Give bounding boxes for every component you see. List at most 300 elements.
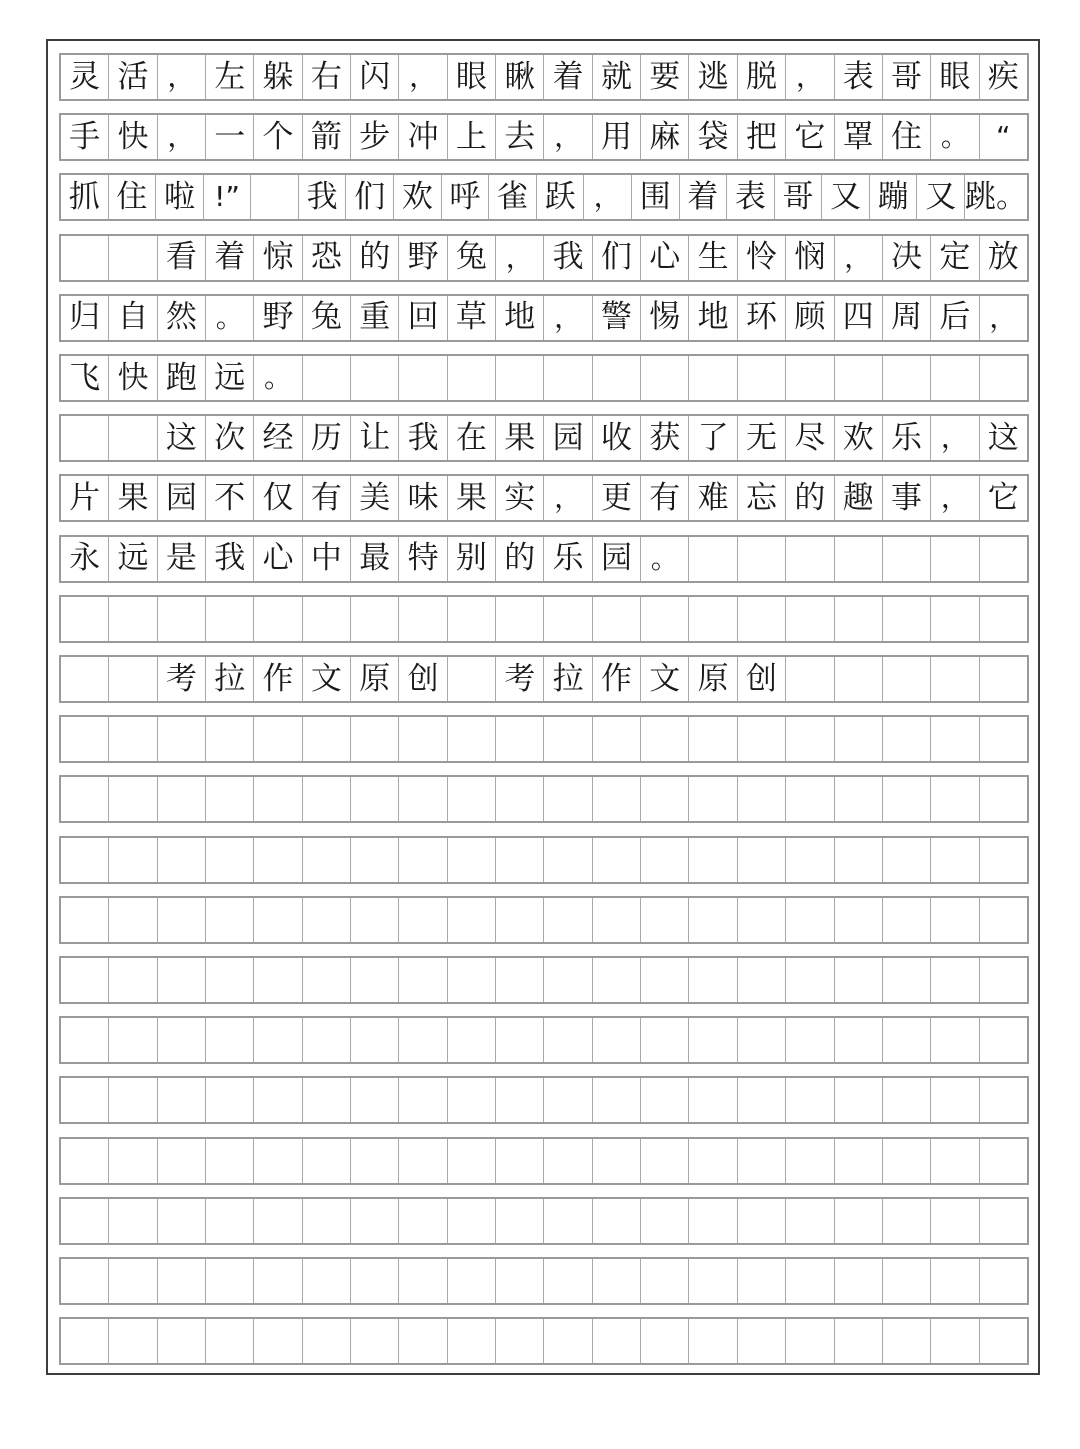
grid-row bbox=[59, 655, 1029, 703]
grid-cell: 兔 bbox=[448, 236, 496, 280]
grid-cell: 拉 bbox=[544, 657, 592, 701]
grid-cell bbox=[158, 1199, 206, 1243]
grid-cell bbox=[835, 958, 883, 1002]
grid-cell bbox=[786, 777, 834, 821]
grid-cell bbox=[835, 1199, 883, 1243]
grid-cell bbox=[399, 356, 447, 400]
grid-cell bbox=[109, 1259, 157, 1303]
grid-cell bbox=[61, 1199, 109, 1243]
grid-cell: 不 bbox=[206, 476, 254, 520]
grid-cell bbox=[158, 1319, 206, 1363]
grid-cell bbox=[835, 717, 883, 761]
grid-cell bbox=[303, 1018, 351, 1062]
grid-cell bbox=[448, 1259, 496, 1303]
grid-cell: 然 bbox=[158, 296, 206, 340]
grid-cell: 哥 bbox=[775, 175, 823, 219]
grid-cell: 的 bbox=[496, 537, 544, 581]
grid-cell: 获 bbox=[641, 416, 689, 460]
grid-row bbox=[59, 474, 1029, 522]
grid-cell bbox=[544, 597, 592, 641]
grid-cell bbox=[738, 537, 786, 581]
grid-cell bbox=[254, 1139, 302, 1183]
grid-row bbox=[59, 1076, 1029, 1124]
grid-cell bbox=[689, 1259, 737, 1303]
grid-cell bbox=[448, 717, 496, 761]
grid-cell: 中 bbox=[303, 537, 351, 581]
grid-cell: ， bbox=[544, 476, 592, 520]
grid-cell: 野 bbox=[254, 296, 302, 340]
grid-cell bbox=[593, 838, 641, 882]
grid-cell bbox=[980, 1018, 1027, 1062]
grid-cell bbox=[835, 597, 883, 641]
grid-cell bbox=[835, 1259, 883, 1303]
grid-cell bbox=[61, 898, 109, 942]
grid-cell: 箭 bbox=[303, 115, 351, 159]
grid-cell bbox=[593, 597, 641, 641]
grid-cell bbox=[109, 1078, 157, 1122]
grid-cell bbox=[641, 1078, 689, 1122]
grid-cell: 地 bbox=[496, 296, 544, 340]
grid-cell: 我 bbox=[206, 537, 254, 581]
grid-cell: 乐 bbox=[883, 416, 931, 460]
grid-cell bbox=[593, 1319, 641, 1363]
grid-cell: 野 bbox=[399, 236, 447, 280]
grid-cell bbox=[351, 1259, 399, 1303]
grid-cell: 回 bbox=[399, 296, 447, 340]
grid-cell bbox=[689, 356, 737, 400]
grid-cell bbox=[786, 717, 834, 761]
grid-cell bbox=[641, 1259, 689, 1303]
grid-cell bbox=[448, 1018, 496, 1062]
grid-cell: 跃 bbox=[537, 175, 585, 219]
grid-cell bbox=[883, 356, 931, 400]
grid-cell bbox=[738, 838, 786, 882]
grid-cell: 事 bbox=[883, 476, 931, 520]
grid-cell: 着 bbox=[680, 175, 728, 219]
grid-cell: 实 bbox=[496, 476, 544, 520]
grid-cell bbox=[641, 1018, 689, 1062]
grid-cell: 心 bbox=[641, 236, 689, 280]
grid-cell: 仅 bbox=[254, 476, 302, 520]
grid-cell bbox=[931, 356, 979, 400]
grid-cell: 永 bbox=[61, 537, 109, 581]
grid-cell bbox=[254, 958, 302, 1002]
grid-cell: 经 bbox=[254, 416, 302, 460]
grid-cell bbox=[158, 1078, 206, 1122]
grid-cell bbox=[786, 1018, 834, 1062]
grid-cell bbox=[109, 717, 157, 761]
grid-cell bbox=[254, 597, 302, 641]
grid-cell bbox=[689, 958, 737, 1002]
grid-cell: 周 bbox=[883, 296, 931, 340]
grid-cell bbox=[158, 1259, 206, 1303]
grid-cell bbox=[61, 1078, 109, 1122]
grid-cell: 住 bbox=[109, 175, 157, 219]
grid-cell bbox=[980, 1078, 1027, 1122]
grid-cell bbox=[544, 898, 592, 942]
grid-cell: 看 bbox=[158, 236, 206, 280]
grid-cell: “ bbox=[995, 120, 1011, 154]
grid-cell: 放 bbox=[987, 239, 1019, 276]
grid-cell bbox=[544, 356, 592, 400]
grid-cell: 园 bbox=[544, 416, 592, 460]
grid-cell: 围 bbox=[632, 175, 680, 219]
grid-cell bbox=[158, 717, 206, 761]
grid-cell: 兔 bbox=[303, 296, 351, 340]
grid-cell bbox=[544, 1018, 592, 1062]
grid-cell: 心 bbox=[254, 537, 302, 581]
grid-cell bbox=[883, 958, 931, 1002]
grid-cell: 有 bbox=[641, 476, 689, 520]
grid-cell bbox=[61, 597, 109, 641]
grid-cell bbox=[351, 958, 399, 1002]
grid-cell bbox=[689, 1199, 737, 1243]
grid-cell bbox=[109, 898, 157, 942]
grid-cell: 麻 bbox=[641, 115, 689, 159]
grid-cell: 抓 bbox=[61, 175, 109, 219]
grid-cell bbox=[254, 1199, 302, 1243]
grid-cell: 考 bbox=[158, 657, 206, 701]
grid-cell: 收 bbox=[593, 416, 641, 460]
grid-cell bbox=[544, 1199, 592, 1243]
grid-cell: 果 bbox=[448, 476, 496, 520]
grid-cell: 灵 bbox=[61, 55, 109, 99]
grid-cell: 味 bbox=[399, 476, 447, 520]
grid-cell bbox=[158, 1139, 206, 1183]
grid-cell bbox=[738, 898, 786, 942]
grid-cell: 悯 bbox=[786, 236, 834, 280]
grid-cell: ， bbox=[989, 300, 1018, 334]
grid-cell bbox=[544, 1319, 592, 1363]
grid-cell bbox=[496, 838, 544, 882]
grid-cell bbox=[980, 1259, 1027, 1303]
grid-cell: 作 bbox=[254, 657, 302, 701]
grid-cell: 一 bbox=[206, 115, 254, 159]
grid-cell: 。 bbox=[931, 115, 979, 159]
grid-cell bbox=[351, 1319, 399, 1363]
grid-cell bbox=[61, 717, 109, 761]
grid-cell bbox=[883, 1078, 931, 1122]
grid-cell bbox=[61, 1319, 109, 1363]
grid-cell: 我 bbox=[299, 175, 347, 219]
grid-cell: 忘 bbox=[738, 476, 786, 520]
grid-cell bbox=[251, 175, 299, 219]
grid-cell bbox=[835, 356, 883, 400]
grid-cell bbox=[448, 898, 496, 942]
grid-cell: 脱 bbox=[738, 55, 786, 99]
grid-cell: 趣 bbox=[835, 476, 883, 520]
grid-cell bbox=[738, 1078, 786, 1122]
grid-cell bbox=[980, 717, 1027, 761]
grid-cell bbox=[399, 1139, 447, 1183]
grid-cell: 园 bbox=[158, 476, 206, 520]
grid-cell bbox=[593, 958, 641, 1002]
grid-cell bbox=[544, 1078, 592, 1122]
grid-cell: ， bbox=[931, 416, 979, 460]
grid-cell bbox=[689, 777, 737, 821]
grid-cell: 果 bbox=[109, 476, 157, 520]
grid-cell: 最 bbox=[351, 537, 399, 581]
grid-row bbox=[59, 775, 1029, 823]
grid-cell bbox=[496, 1319, 544, 1363]
grid-row bbox=[59, 1257, 1029, 1305]
grid-cell bbox=[980, 958, 1027, 1002]
grid-cell bbox=[980, 356, 1027, 400]
grid-cell bbox=[641, 597, 689, 641]
grid-cell bbox=[544, 1259, 592, 1303]
grid-cell: 着 bbox=[544, 55, 592, 99]
grid-cell bbox=[61, 236, 109, 280]
grid-cell bbox=[980, 657, 1027, 701]
grid-cell: 文 bbox=[303, 657, 351, 701]
grid-cell bbox=[496, 958, 544, 1002]
grid-cell bbox=[496, 1199, 544, 1243]
grid-cell: 跳。 bbox=[964, 178, 1027, 215]
grid-cell bbox=[496, 777, 544, 821]
grid-cell bbox=[109, 416, 157, 460]
grid-cell bbox=[980, 1199, 1027, 1243]
grid-cell bbox=[399, 958, 447, 1002]
grid-cell bbox=[109, 777, 157, 821]
grid-cell: ， bbox=[544, 115, 592, 159]
grid-cell bbox=[206, 1078, 254, 1122]
grid-cell: 蹦 bbox=[870, 175, 918, 219]
grid-cell bbox=[351, 1199, 399, 1243]
grid-cell bbox=[786, 1199, 834, 1243]
grid-cell: 顾 bbox=[786, 296, 834, 340]
grid-cell bbox=[593, 1199, 641, 1243]
grid-cell: 特 bbox=[399, 537, 447, 581]
grid-cell: 快 bbox=[109, 115, 157, 159]
grid-cell bbox=[689, 1018, 737, 1062]
grid-cell bbox=[399, 1259, 447, 1303]
grid-cell: 次 bbox=[206, 416, 254, 460]
grid-cell bbox=[544, 838, 592, 882]
grid-cell: 表 bbox=[835, 55, 883, 99]
grid-cell bbox=[689, 898, 737, 942]
grid-cell: 原 bbox=[689, 657, 737, 701]
grid-cell bbox=[109, 1199, 157, 1243]
grid-cell: 哥 bbox=[883, 55, 931, 99]
grid-cell bbox=[786, 958, 834, 1002]
grid-cell: 们 bbox=[346, 175, 394, 219]
grid-cell bbox=[399, 777, 447, 821]
grid-cell bbox=[544, 1139, 592, 1183]
grid-cell bbox=[206, 898, 254, 942]
grid-cell: ， bbox=[835, 236, 883, 280]
grid-cell: 着 bbox=[206, 236, 254, 280]
grid-cell bbox=[883, 1018, 931, 1062]
grid-row bbox=[59, 1317, 1029, 1365]
grid-cell bbox=[835, 838, 883, 882]
grid-cell bbox=[254, 838, 302, 882]
grid-cell: 自 bbox=[109, 296, 157, 340]
grid-cell: 啦 bbox=[156, 175, 204, 219]
grid-cell bbox=[109, 958, 157, 1002]
grid-cell bbox=[109, 838, 157, 882]
grid-cell bbox=[351, 777, 399, 821]
grid-cell bbox=[61, 1259, 109, 1303]
grid-cell bbox=[448, 356, 496, 400]
grid-cell bbox=[931, 597, 979, 641]
grid-cell: 右 bbox=[303, 55, 351, 99]
grid-cell: 手 bbox=[61, 115, 109, 159]
grid-cell: 表 bbox=[727, 175, 775, 219]
grid-cell bbox=[109, 597, 157, 641]
grid-cell: 作 bbox=[593, 657, 641, 701]
grid-cell bbox=[786, 1319, 834, 1363]
grid-cell bbox=[931, 958, 979, 1002]
grid-cell bbox=[641, 356, 689, 400]
grid-cell bbox=[61, 657, 109, 701]
grid-row bbox=[59, 1016, 1029, 1064]
grid-cell bbox=[496, 1139, 544, 1183]
grid-cell bbox=[399, 1018, 447, 1062]
grid-cell: 警 bbox=[593, 296, 641, 340]
grid-cell bbox=[738, 356, 786, 400]
grid-cell bbox=[931, 898, 979, 942]
grid-cell bbox=[206, 838, 254, 882]
grid-cell bbox=[254, 898, 302, 942]
grid-cell bbox=[931, 777, 979, 821]
grid-row bbox=[59, 234, 1029, 282]
grid-cell bbox=[254, 1259, 302, 1303]
grid-cell bbox=[351, 838, 399, 882]
grid-cell bbox=[61, 1018, 109, 1062]
grid-cell bbox=[496, 597, 544, 641]
grid-cell bbox=[496, 1078, 544, 1122]
grid-cell: 们 bbox=[593, 236, 641, 280]
grid-cell bbox=[158, 898, 206, 942]
grid-cell bbox=[496, 1259, 544, 1303]
grid-cell bbox=[738, 1139, 786, 1183]
grid-cell bbox=[303, 356, 351, 400]
grid-row bbox=[59, 595, 1029, 643]
grid-cell bbox=[689, 1319, 737, 1363]
grid-cell bbox=[61, 1139, 109, 1183]
grid-cell: 它 bbox=[987, 479, 1019, 516]
grid-cell: 远 bbox=[109, 537, 157, 581]
grid-cell: 雀 bbox=[489, 175, 537, 219]
grid-cell: 躲 bbox=[254, 55, 302, 99]
grid-cell: 欢 bbox=[394, 175, 442, 219]
grid-cell bbox=[738, 1199, 786, 1243]
grid-cell bbox=[399, 898, 447, 942]
grid-cell bbox=[303, 1199, 351, 1243]
grid-cell bbox=[448, 1078, 496, 1122]
grid-cell bbox=[883, 537, 931, 581]
grid-cell bbox=[303, 777, 351, 821]
grid-cell bbox=[496, 717, 544, 761]
grid-cell bbox=[109, 236, 157, 280]
grid-cell: 生 bbox=[689, 236, 737, 280]
grid-cell bbox=[641, 898, 689, 942]
grid-cell: 罩 bbox=[835, 115, 883, 159]
grid-row bbox=[59, 414, 1029, 462]
grid-cell bbox=[303, 717, 351, 761]
grid-cell bbox=[109, 1018, 157, 1062]
grid-cell bbox=[641, 717, 689, 761]
grid-cell bbox=[641, 838, 689, 882]
grid-cell: 惊 bbox=[254, 236, 302, 280]
grid-cell bbox=[641, 777, 689, 821]
grid-cell: ， bbox=[399, 55, 447, 99]
grid-cell: ， bbox=[786, 55, 834, 99]
grid-cell: 创 bbox=[399, 657, 447, 701]
grid-cell bbox=[738, 958, 786, 1002]
grid-cell bbox=[883, 1139, 931, 1183]
grid-cell bbox=[109, 657, 157, 701]
grid-cell bbox=[303, 1259, 351, 1303]
grid-cell: 惕 bbox=[641, 296, 689, 340]
grid-cell bbox=[980, 597, 1027, 641]
grid-cell: ， bbox=[158, 55, 206, 99]
grid-cell: 就 bbox=[593, 55, 641, 99]
grid-cell: 美 bbox=[351, 476, 399, 520]
grid-cell: 又 bbox=[822, 175, 870, 219]
grid-cell: 历 bbox=[303, 416, 351, 460]
grid-cell: 去 bbox=[496, 115, 544, 159]
grid-cell bbox=[883, 657, 931, 701]
grid-cell bbox=[738, 597, 786, 641]
grid-cell: 。 bbox=[641, 537, 689, 581]
grid-cell bbox=[835, 777, 883, 821]
grid-cell: 有 bbox=[303, 476, 351, 520]
grid-cell bbox=[931, 838, 979, 882]
grid-cell: 远 bbox=[206, 356, 254, 400]
grid-cell bbox=[786, 537, 834, 581]
grid-cell bbox=[883, 1259, 931, 1303]
grid-cell bbox=[835, 898, 883, 942]
grid-cell: 步 bbox=[351, 115, 399, 159]
grid-cell bbox=[689, 838, 737, 882]
grid-cell: 。 bbox=[254, 356, 302, 400]
grid-cell bbox=[738, 1018, 786, 1062]
grid-cell: 园 bbox=[593, 537, 641, 581]
grid-cell bbox=[496, 898, 544, 942]
grid-cell bbox=[786, 838, 834, 882]
grid-cell bbox=[593, 356, 641, 400]
grid-cell: ， bbox=[158, 115, 206, 159]
grid-cell bbox=[931, 1078, 979, 1122]
grid-cell bbox=[303, 1078, 351, 1122]
grid-cell: 片 bbox=[61, 476, 109, 520]
grid-cell: 原 bbox=[351, 657, 399, 701]
grid-cell: 左 bbox=[206, 55, 254, 99]
grid-cell: 四 bbox=[835, 296, 883, 340]
grid-cell bbox=[689, 717, 737, 761]
grid-cell: 无 bbox=[738, 416, 786, 460]
grid-cell bbox=[206, 597, 254, 641]
grid-row bbox=[59, 354, 1029, 402]
grid-cell bbox=[351, 898, 399, 942]
grid-cell: 难 bbox=[689, 476, 737, 520]
grid-cell bbox=[496, 356, 544, 400]
grid-cell: 归 bbox=[61, 296, 109, 340]
grid-cell bbox=[206, 1259, 254, 1303]
grid-cell bbox=[399, 1078, 447, 1122]
grid-row bbox=[59, 113, 1029, 161]
grid-cell: 草 bbox=[448, 296, 496, 340]
grid-cell bbox=[931, 1139, 979, 1183]
grid-cell bbox=[931, 717, 979, 761]
grid-cell: 让 bbox=[351, 416, 399, 460]
grid-cell bbox=[303, 1139, 351, 1183]
grid-cell bbox=[496, 1018, 544, 1062]
grid-cell bbox=[689, 1139, 737, 1183]
grid-cell bbox=[61, 958, 109, 1002]
grid-cell bbox=[641, 1199, 689, 1243]
